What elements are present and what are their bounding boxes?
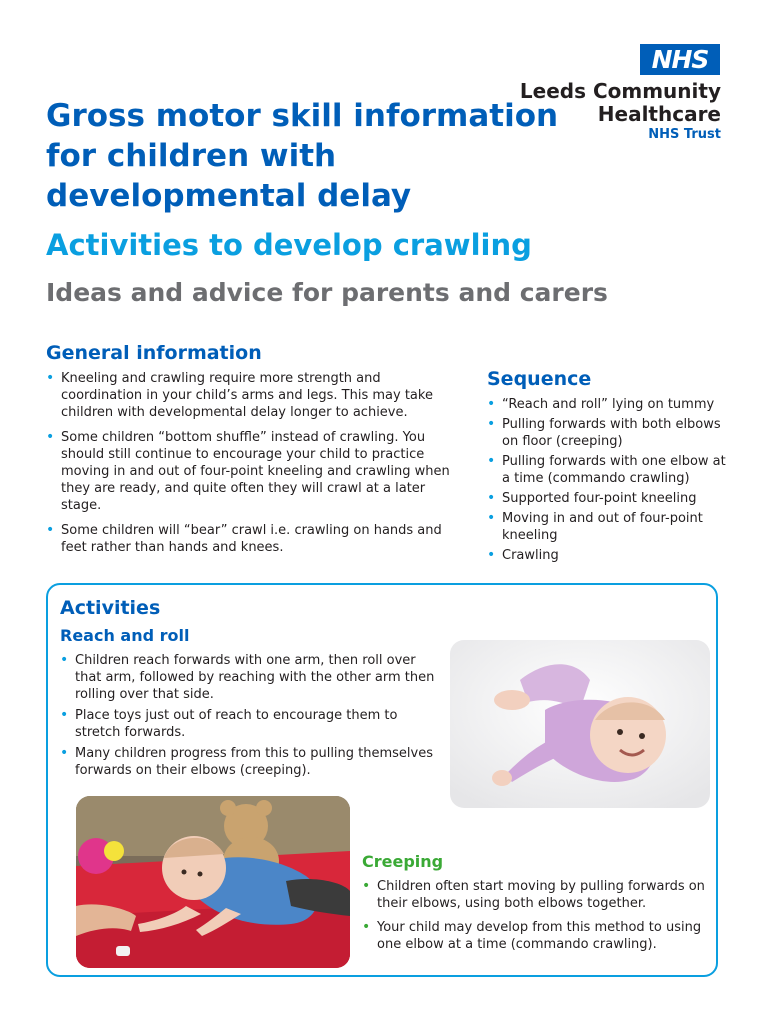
- org-name-line2: Healthcare: [597, 102, 721, 126]
- list-item: • Pulling forwards with one elbow at a time (commando crawling): [487, 453, 727, 487]
- creeping-heading: Creeping: [362, 852, 444, 871]
- general-info-list: [46, 370, 456, 556]
- baby-creeping-photo: [76, 796, 350, 968]
- creeping-list: [362, 878, 707, 960]
- list-item: • “Reach and roll” lying on tummy: [487, 396, 727, 413]
- page-title: Gross motor skill information for children with developmental delay: [46, 98, 559, 214]
- list-item: • Crawling: [487, 547, 727, 564]
- list-item: • Children often start moving by pulling forwards on their elbows, using both elbows together.: [362, 878, 707, 912]
- list-item: • Some children “bottom shuffle” instead of crawling. You should still continue to encourage your child to practice moving in and out of four-point kneeling and crawling when they are ready, and quite often they will crawl at a later stage.: [46, 429, 456, 514]
- list-item: • Moving in and out of four-point kneeling: [487, 510, 727, 544]
- org-name-line3: NHS Trust: [648, 127, 721, 142]
- list-item: • Place toys just out of reach to encourage them to stretch forwards.: [60, 707, 440, 741]
- baby-creeping-image: [76, 796, 350, 968]
- list-item: • Supported four-point kneeling: [487, 490, 727, 507]
- reach-roll-list: [60, 652, 440, 783]
- sequence-heading: Sequence: [487, 368, 592, 390]
- nhs-logo: NHS: [640, 44, 720, 75]
- baby-rolling-photo: [450, 640, 710, 808]
- list-item: • Your child may develop from this method to using one elbow at a time (commando crawling).: [362, 919, 707, 953]
- general-info-section: [46, 342, 456, 564]
- list-item: • Pulling forwards with both elbows on floor (creeping): [487, 416, 727, 450]
- activities-heading: Activities: [60, 597, 161, 619]
- sequence-list: [487, 396, 727, 564]
- page-tagline: Ideas and advice for parents and carers: [46, 278, 608, 307]
- page-subtitle: Activities to develop crawling: [46, 228, 532, 262]
- list-item: • Some children will “bear” crawl i.e. crawling on hands and feet rather than hands and knees.: [46, 522, 456, 556]
- reach-roll-heading: Reach and roll: [60, 626, 190, 645]
- general-info-heading: General information: [46, 342, 262, 364]
- list-item: • Many children progress from this to pulling themselves forwards on their elbows (creeping).: [60, 745, 440, 779]
- sequence-section: [487, 368, 727, 567]
- list-item: • Children reach forwards with one arm, then roll over that arm, followed by reaching with the other arm then rolling over that side.: [60, 652, 440, 703]
- org-name-line1: Leeds Community: [519, 79, 721, 103]
- list-item: • Kneeling and crawling require more strength and coordination in your child’s arms and legs. This may take children with developmental delay longer to achieve.: [46, 370, 456, 421]
- baby-rolling-image: [450, 640, 710, 808]
